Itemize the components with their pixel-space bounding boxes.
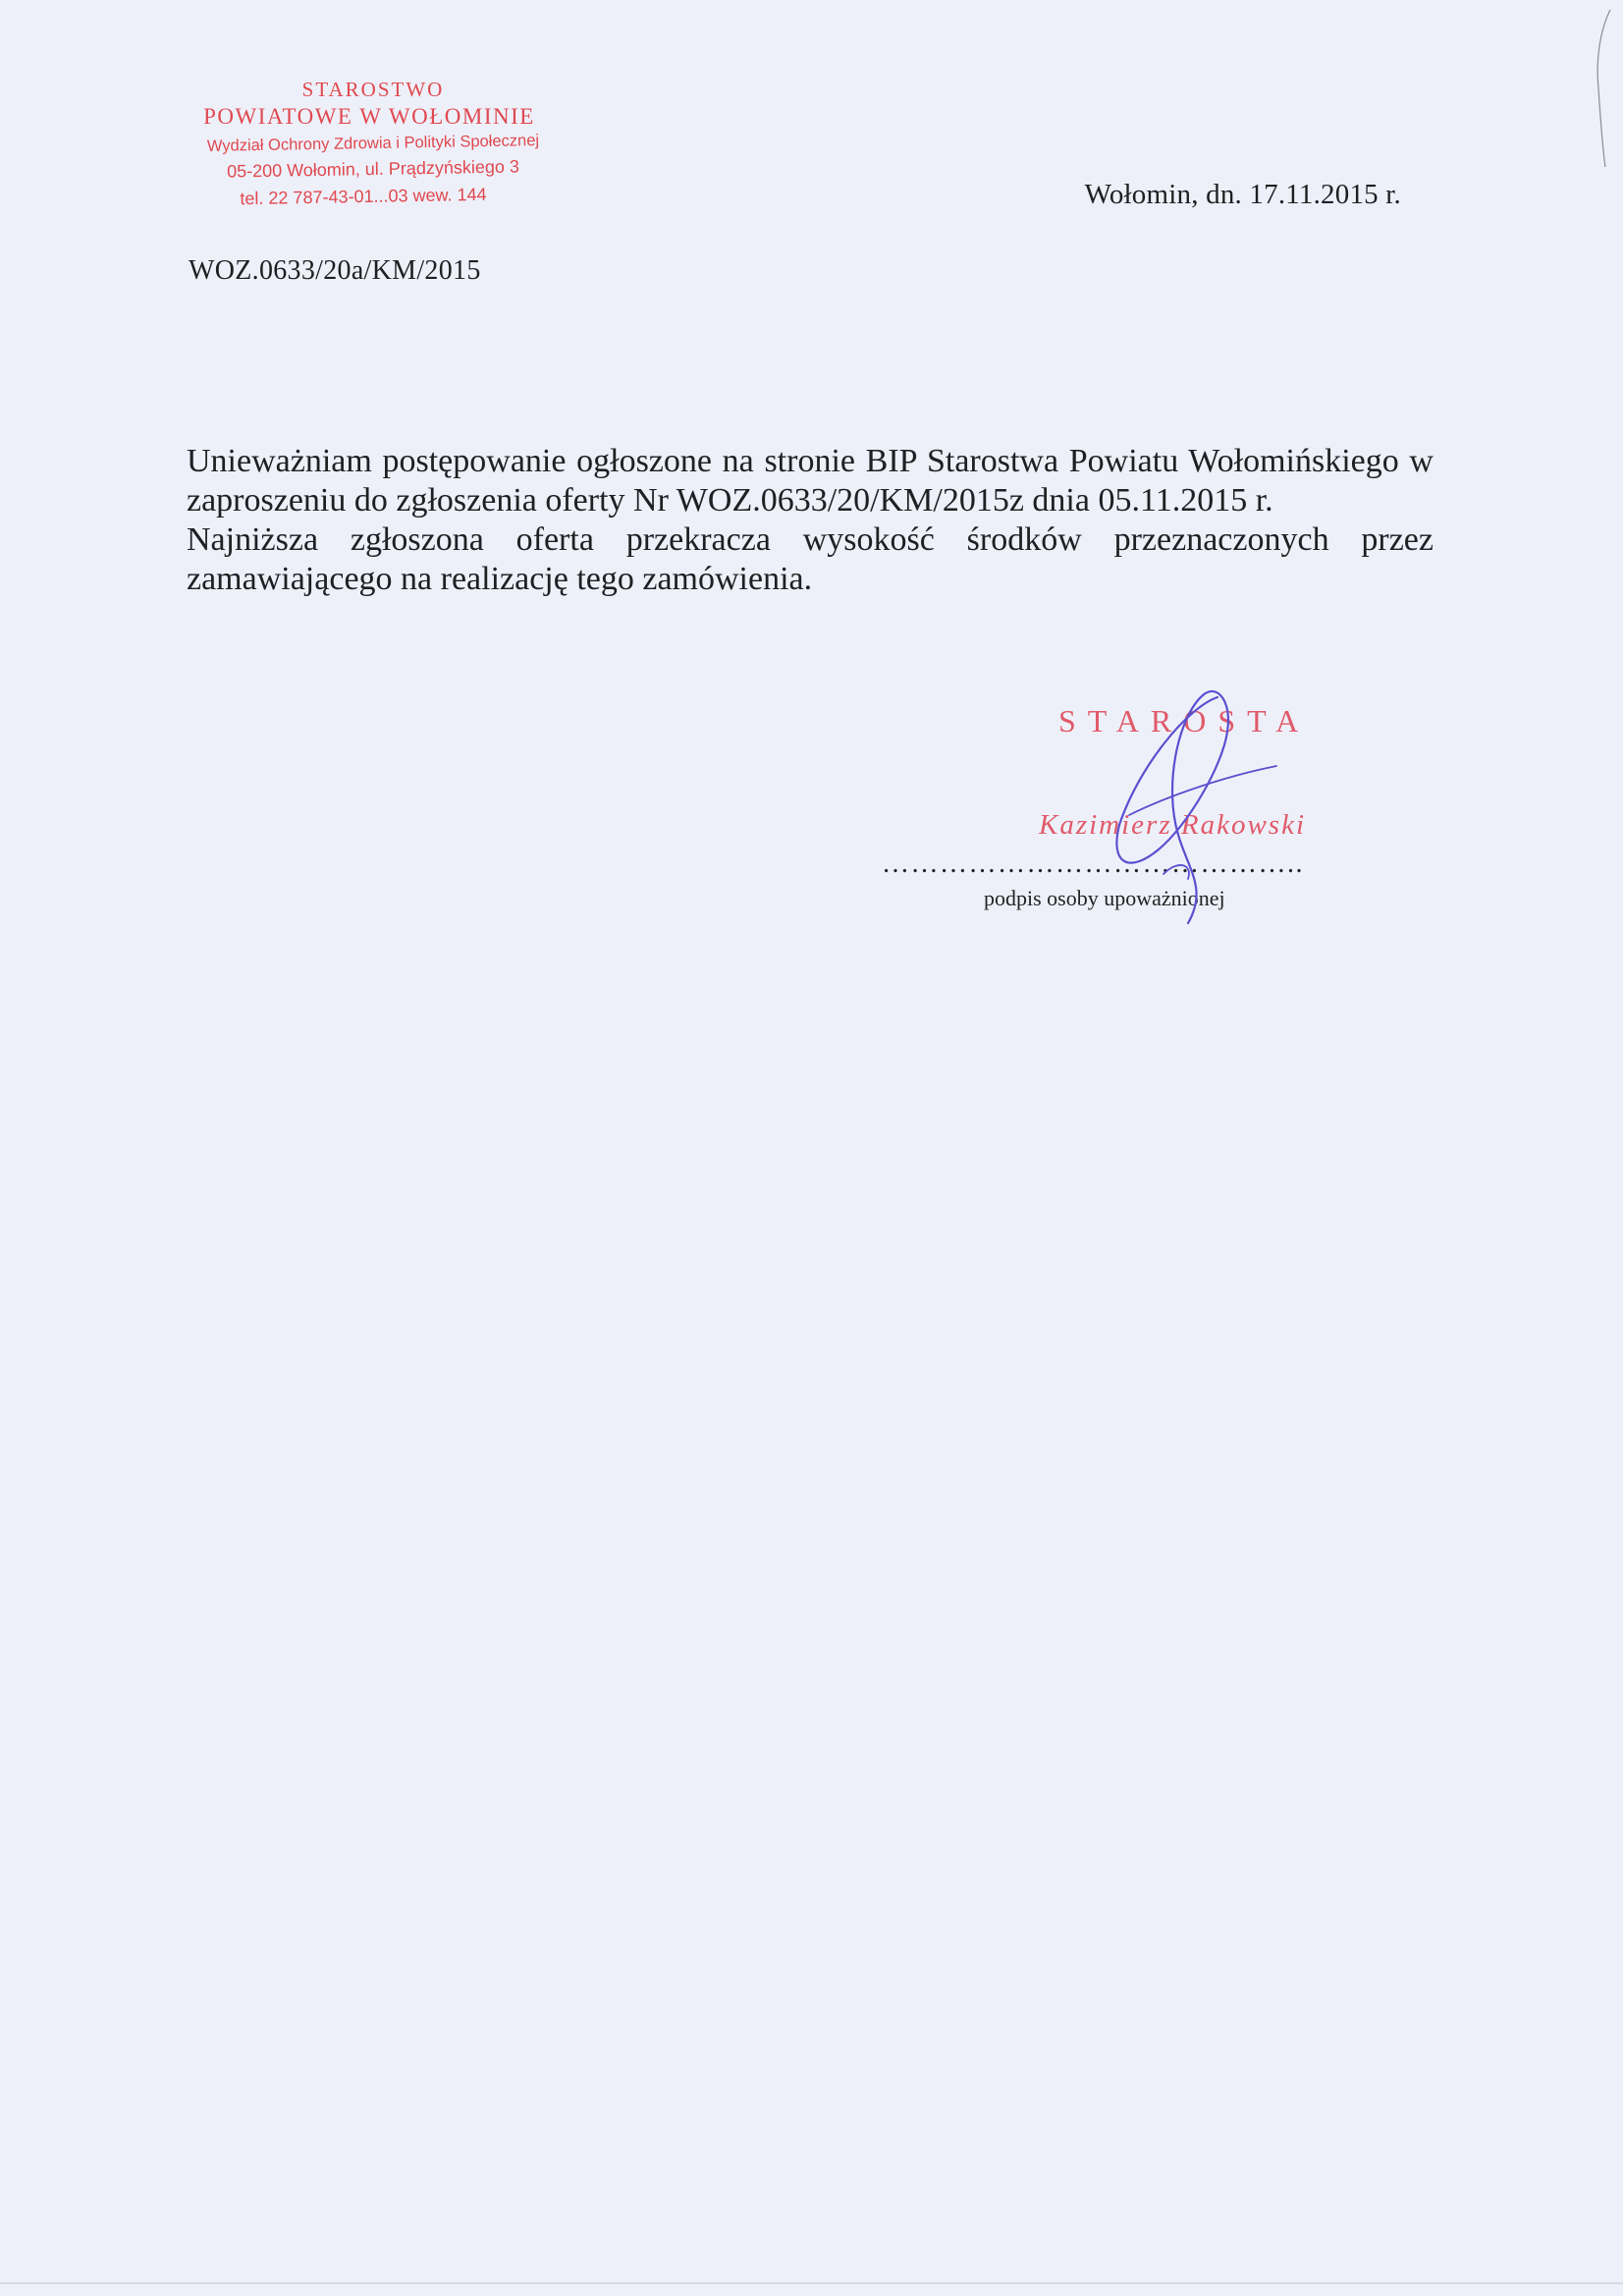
body-paragraph-cancellation: Unieważniam postępowanie ogłoszone na stronie BIP Starostwa Powiatu Wołomińskiego w zaproszeniu do zgłoszenia oferty Nr WOZ.0633/20/KM/2015z dnia 05.11.2015 r. — [187, 443, 1434, 519]
signature-title-stamp: STAROSTA — [1058, 703, 1311, 738]
stamp-line-department: Wydział Ochrony Zdrowia i Polityki Społecznej — [206, 132, 540, 155]
signature-name-stamp: Kazimierz Rakowski — [1039, 809, 1307, 841]
stamp-line-phone: tel. 22 787-43-01...03 wew. 144 — [240, 184, 487, 209]
handwritten-signature — [1070, 678, 1296, 933]
stamp-line-county: POWIATOWE W WOŁOMINIE — [203, 104, 535, 129]
reference-number: WOZ.0633/20a/KM/2015 — [189, 255, 481, 286]
stamp-line-address: 05-200 Wołomin, ul. Prądzyńskiego 3 — [226, 156, 520, 182]
signature-line: …………………………………….. — [882, 848, 1304, 879]
place-and-date: Wołomin, dn. 17.11.2015 r. — [1084, 179, 1401, 210]
scan-bottom-edge — [0, 2282, 1623, 2284]
stamp-line-office: STAROSTWO — [301, 78, 445, 101]
body-paragraph-reason: Najniższa zgłoszona oferta przekracza wysokość środków przeznaczonych przez zamawiającego na realizację tego zamówienia. — [187, 521, 1434, 597]
signature-caption: podpis osoby upoważnionej — [984, 886, 1225, 910]
scan-edge-mark — [1581, 0, 1623, 196]
office-stamp — [187, 77, 560, 210]
letter-body — [187, 442, 1434, 599]
